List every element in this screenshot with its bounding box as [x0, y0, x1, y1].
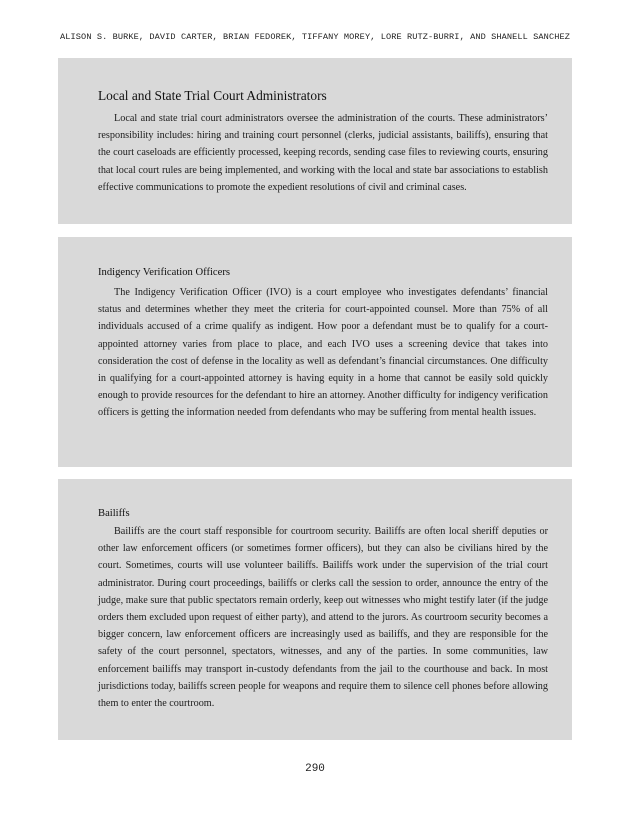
section-heading: Indigency Verification Officers — [98, 267, 230, 278]
section-box-indigency-verification-officers — [58, 237, 572, 467]
section-box-court-administrators — [58, 58, 572, 224]
section-body: Local and state trial court administrators oversee the administration of the courts. These administrators’ responsibility includes: hiring and training court personnel (clerks, judicial assistants, bailiffs), ensuring that the court caseloads are efficiently processed, keeping records, sending case files to reviewing courts, ensuring that local court rules are being implemented, and working with the local and state bar associations to establish effective communications to promote the expedient resolutions of civil and criminal cases. — [98, 113, 548, 193]
section-body: The Indigency Verification Officer (IVO) is a court employee who investigates defendants’ financial status and determines whether they meet the criteria for court-appointed counsel. More than 75% of all individuals accused of a crime qualify as indigent. How poor a defendant must be to qualify for a court-appointed attorney varies from place to place, and each IVO uses a screening device that takes into consideration the cost of defense in the locality as well as defendant’s financial circumstances. One difficulty in qualifying for a court-appointed attorney is having equity in a home that cannot be easily sold quickly enough to provide resources for the defendant to hire an attorney. Another difficulty for indigency verification officers is getting the information needed from defendants who may be suffering from mental health issues. — [98, 287, 548, 419]
page-number: 290 — [305, 763, 325, 775]
section-heading: Local and State Trial Court Administrators — [98, 88, 327, 103]
running-header: ALISON S. BURKE, DAVID CARTER, BRIAN FEDOREK, TIFFANY MOREY, LORE RUTZ-BURRI, AND SHANELL SANCHEZ — [60, 32, 570, 42]
section-body: Bailiffs are the court staff responsible for courtroom security. Bailiffs are often local sheriff deputies or other law enforcement officers (or sometimes former officers), but they can also be civilians hired by the court. Sometimes, courts will use volunteer bailiffs. Bailiffs work under the supervision of the trial court administrator. During court proceedings, bailiffs or clerks call the session to order, announce the entry of the judge, make sure that public spectators remain orderly, keep out witnesses who might testify later (if the judge orders them excluded upon request of either party), and attend to the jurors. As courtroom security becomes a bigger concern, law enforcement officers are increasingly used as bailiffs, and they are responsible for the safety of the court personnel, spectators, witnesses, and any of the parties. In some communities, law enforcement bailiffs may transport in-custody defendants from the jail to the courthouse and back. In most jurisdictions today, bailiffs screen people for weapons and require them to silence cell phones before allowing them to enter the courtroom. — [98, 526, 548, 710]
section-heading: Bailiffs — [98, 508, 130, 519]
section-box-bailiffs — [58, 479, 572, 740]
